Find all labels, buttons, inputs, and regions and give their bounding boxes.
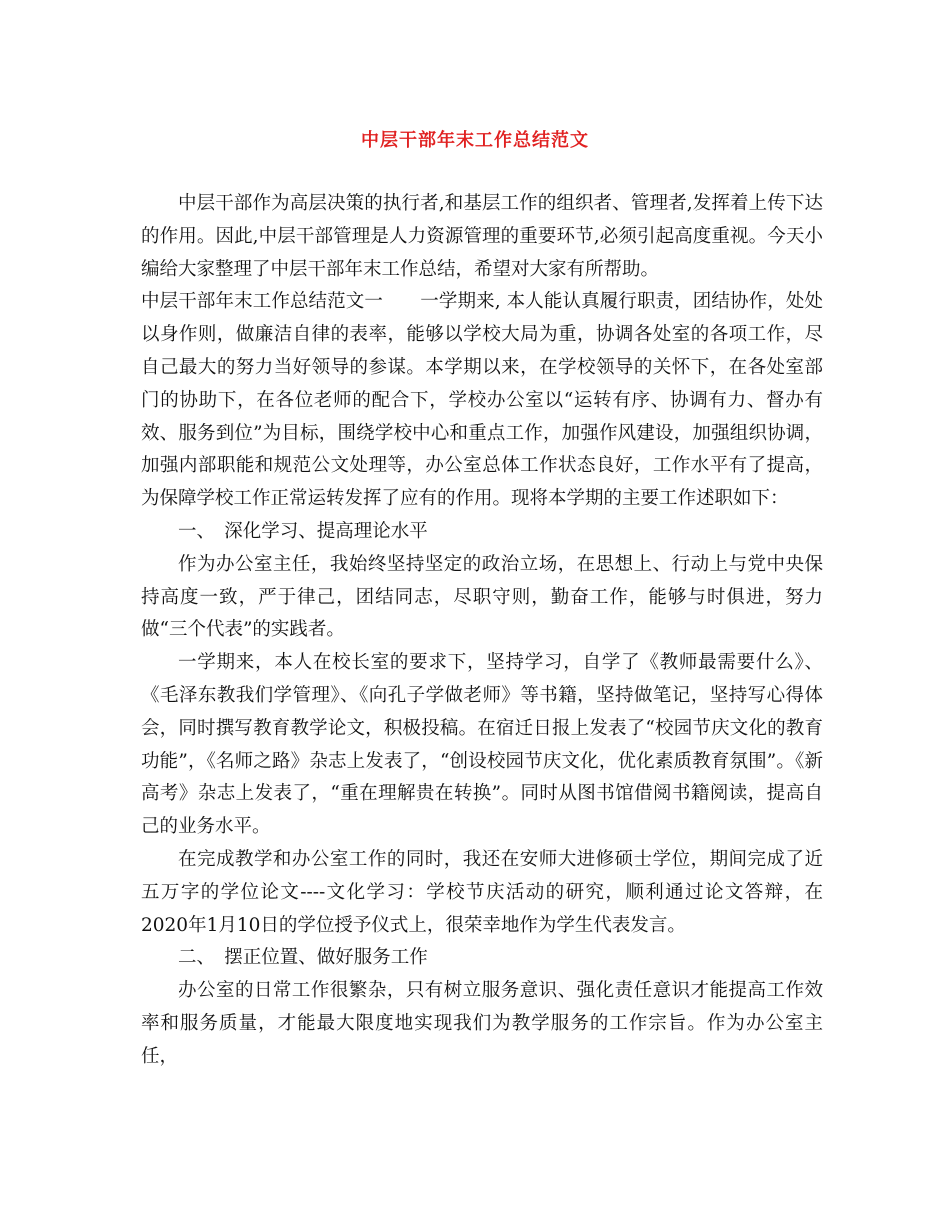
paragraph-masters-degree: 在完成教学和办公室工作的同时，我还在安师大进修硕士学位，期间完成了近五万字的学位论文----文化学习：学校节庆活动的研究，顺利通过论文答辩，在2020年1月10日的学位授予仪式上，很荣幸地作为学生代表发言。: [141, 848, 823, 936]
paragraph-section-one-opening: 中层干部年末工作总结范文一 一学期来, 本人能认真履行职责，团结协作，处处以身作则，做廉洁自律的表率，能够以学校大局为重，协调各处室的各项工作，尽自己最大的努力当好领导的参谋。本学期以来，在学校领导的关怀下，在各处室部门的协助下，在各位老师的配合下，学校办公室以“运转有序、协调有力、督办有效、服务到位”为目标，围绕学校中心和重点工作，加强作风建设，加强组织协调，加强内部职能和规范公文处理等，办公室总体工作状态良好，工作水平有了提高，为保障学校工作正常运转发挥了应有的作用。现将本学期的主要工作述职如下：: [141, 291, 823, 510]
paragraph-political-stance: 作为办公室主任，我始终坚持坚定的政治立场，在思想上、行动上与党中央保持高度一致，严于律己，团结同志，尽职守则，勤奋工作，能够与时俱进，努力做“三个代表”的实践者。: [141, 553, 823, 641]
paragraph-intro: 中层干部作为高层决策的执行者,和基层工作的组织者、管理者,发挥着上传下达的作用。因此,中层干部管理是人力资源管理的重要环节,必须引起高度重视。今天小编给大家整理了中层干部年末工作总结，希望对大家有所帮助。: [141, 193, 823, 280]
heading-service-work: 二、 摆正位置、做好服务工作: [178, 947, 428, 969]
document-body: [141, 188, 823, 1074]
document-title: 中层干部年末工作总结范文: [361, 130, 589, 151]
heading-deepen-study: 一、 深化学习、提高理论水平: [178, 520, 428, 542]
paragraph-self-study: 一学期来，本人在校长室的要求下，坚持学习，自学了《教师最需要什么》、《毛泽东教我们学管理》、《向孔子学做老师》等书籍，坚持做笔记，坚持写心得体会，同时撰写教育教学论文，积极投稿。在宿迁日报上发表了“校园节庆文化的教育功能”，《名师之路》杂志上发表了，“创设校园节庆文化，优化素质教育氛围”。《新高考》杂志上发表了，“重在理解贵在转换”。同时从图书馆借阅书籍阅读，提高自己的业务水平。: [141, 652, 823, 838]
paragraph-office-duties: 办公室的日常工作很繁杂，只有树立服务意识、强化责任意识才能提高工作效率和服务质量，才能最大限度地实现我们为教学服务的工作宗旨。作为办公室主任，: [141, 980, 823, 1067]
